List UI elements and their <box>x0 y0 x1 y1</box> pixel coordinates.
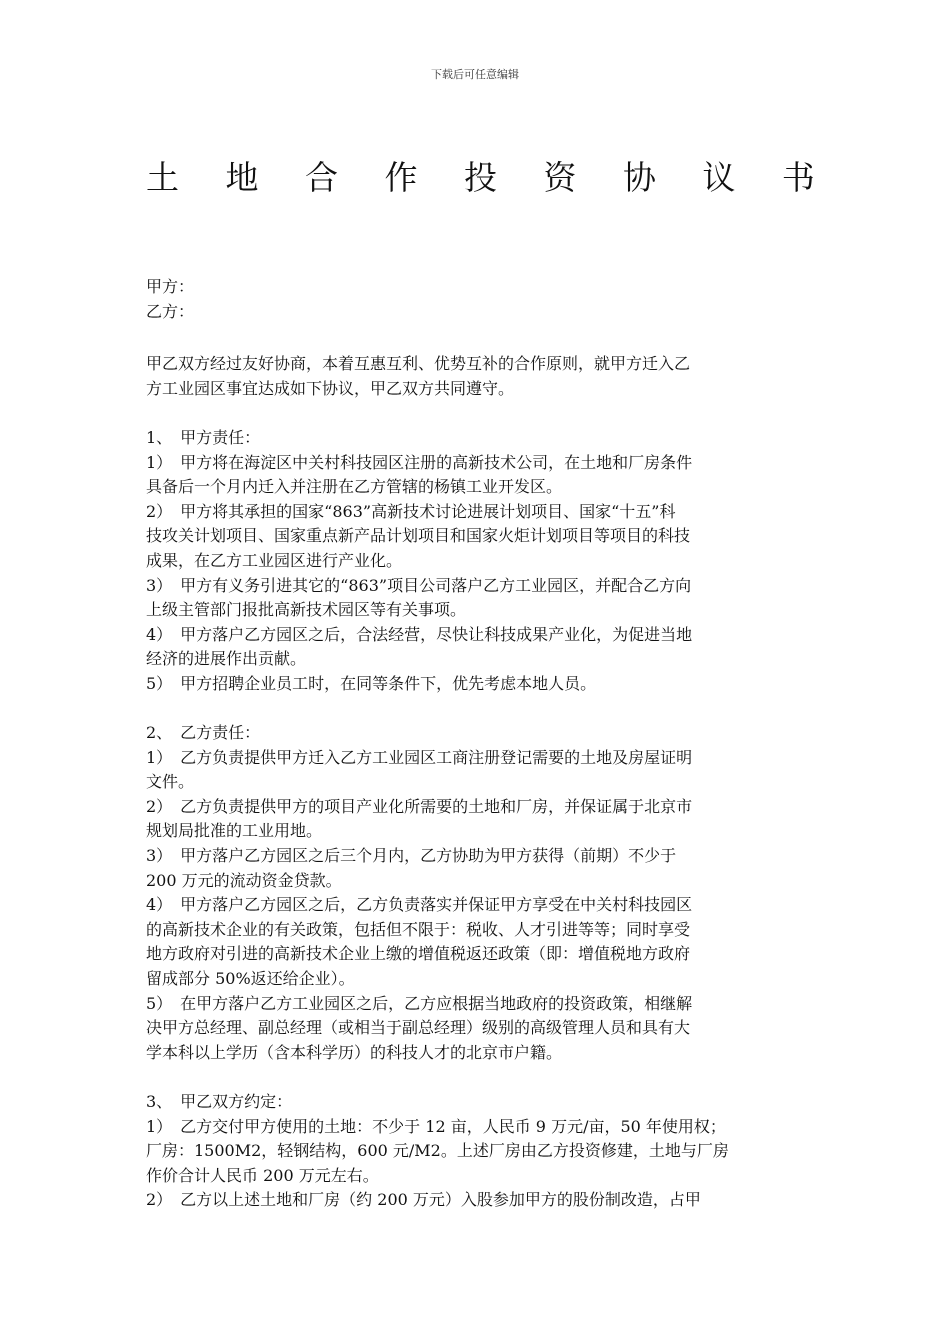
clause-line: 3） 甲方落户乙方园区之后三个月内，乙方协助为甲方获得（前期）不少于 <box>146 846 677 866</box>
clause-line: 5） 在甲方落户乙方工业园区之后，乙方应根据当地政府的投资政策，相继解 <box>146 993 693 1013</box>
clause-line: 1） 甲方将在海淀区中关村科技园区注册的高新技术公司，在土地和厂房条件 <box>146 452 693 472</box>
clause-line: 技攻关计划项目、国家重点新产品计划项目和国家火炬计划项目等项目的科技 <box>146 526 691 546</box>
clause-line: 留成部分 50%返还给企业）。 <box>146 969 355 989</box>
clause-line: 5） 甲方招聘企业员工时，在同等条件下，优先考虑本地人员。 <box>146 673 597 693</box>
section-party-b-responsibilities <box>146 721 812 1065</box>
intro-paragraph <box>146 352 812 401</box>
intro-line: 甲乙双方经过友好协商，本着互惠互利、优势互补的合作原则，就甲方迁入乙 <box>146 354 691 374</box>
clause-line: 4） 甲方落户乙方园区之后，乙方负责落实并保证甲方享受在中关村科技园区 <box>146 895 693 915</box>
clause-line: 规划局批准的工业用地。 <box>146 821 323 841</box>
clause-line: 厂房：1500M2，轻钢结构，600 元/M2。上述厂房由乙方投资修建，土地与厂房 <box>146 1141 729 1161</box>
clause-line: 3） 甲方有义务引进其它的“863”项目公司落户乙方工业园区，并配合乙方向 <box>146 575 692 595</box>
section-heading: 1、 甲方责任： <box>146 427 261 447</box>
section-party-a-responsibilities <box>146 426 812 697</box>
document-title: 土 地 合 作 投 资 协 议 书 <box>146 158 833 197</box>
clause-line: 4） 甲方落户乙方园区之后，合法经营，尽快让科技成果产业化，为促进当地 <box>146 624 693 644</box>
clause-line: 成果，在乙方工业园区进行产业化。 <box>146 550 403 570</box>
clause-line: 1） 乙方负责提供甲方迁入乙方工业园区工商注册登记需要的土地及房屋证明 <box>146 747 693 767</box>
clause-line: 2） 乙方以上述土地和厂房（约 200 万元）入股参加甲方的股份制改造，占甲 <box>146 1190 701 1210</box>
clause-line: 学本科以上学历（含本科学历）的科技人才的北京市户籍。 <box>146 1042 563 1062</box>
clause-line: 作价合计人民币 200 万元左右。 <box>146 1165 379 1185</box>
section-heading: 3、 甲乙双方约定： <box>146 1092 293 1111</box>
clause-line: 上级主管部门报批高新技术园区等有关事项。 <box>146 600 467 620</box>
clause-line: 地方政府对引进的高新技术企业上缴的增值税返还政策（即：增值税地方政府 <box>146 944 691 964</box>
clause-line: 具备后一个月内迁入并注册在乙方管辖的杨镇工业开发区。 <box>146 477 563 497</box>
clause-line: 2） 甲方将其承担的国家“863”高新技术讨论进展计划项目、国家“十五”科 <box>146 501 676 521</box>
clause-line: 的高新技术企业的有关政策，包括但不限于：税收、人才引进等等；同时享受 <box>146 919 691 939</box>
clause-line: 决甲方总经理、副总经理（或相当于副总经理）级别的高级管理人员和具有大 <box>146 1018 691 1038</box>
party-b-label: 乙方： <box>146 301 195 321</box>
clause-line: 经济的进展作出贡献。 <box>146 649 307 669</box>
clause-line: 文件。 <box>146 772 195 792</box>
intro-line: 方工业园区事宜达成如下协议，甲乙双方共同遵守。 <box>146 378 515 398</box>
clause-line: 1） 乙方交付甲方使用的土地：不少于 12 亩，人民币 9 万元/亩，50 年使用权； <box>146 1116 726 1136</box>
section-heading: 2、 乙方责任： <box>146 723 261 743</box>
clause-line: 2） 乙方负责提供甲方的项目产业化所需要的土地和厂房，并保证属于北京市 <box>146 796 693 816</box>
document-body <box>146 275 812 1213</box>
party-a-label: 甲方： <box>146 277 195 296</box>
clause-line: 200 万元的流动资金贷款。 <box>146 870 342 890</box>
header-note: 下载后可任意编辑 <box>431 68 519 81</box>
section-mutual-agreements <box>146 1090 812 1213</box>
